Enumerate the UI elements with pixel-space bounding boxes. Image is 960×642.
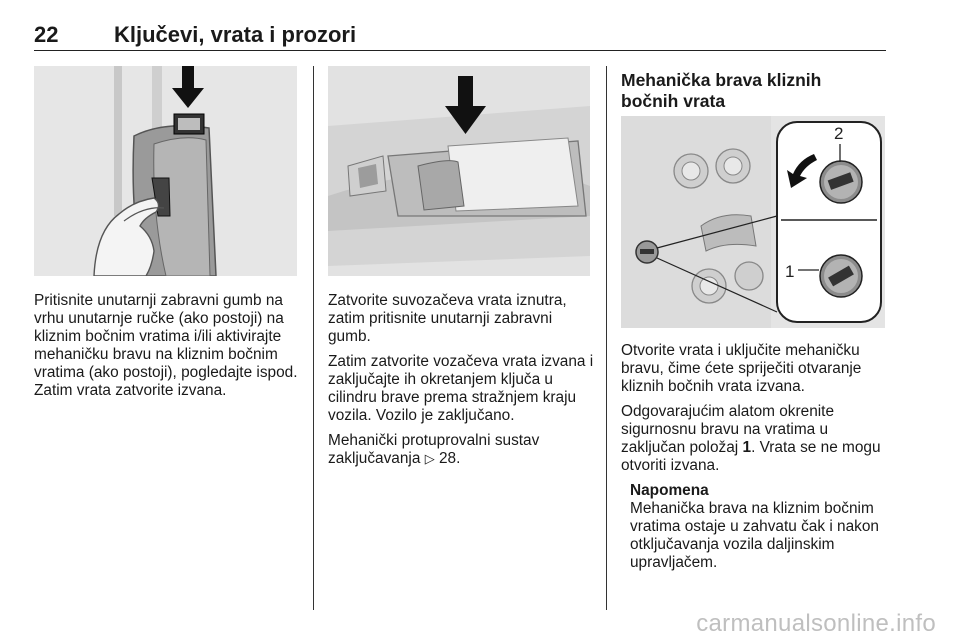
header-rule — [34, 50, 886, 51]
note-text: Mehanička brava na kliznim bočnim vratima ostaje u zahvatu čak i nakon otključavanja vozila daljinskim upravljačem. — [630, 500, 879, 571]
page-reference-number: 28. — [438, 450, 461, 467]
figure-door-lock-button — [34, 66, 297, 276]
chapter-title: Ključevi, vrata i prozori — [114, 22, 357, 47]
note-box — [630, 482, 887, 572]
col3-paragraph-2-after: . Vrata se ne mogu otvoriti izvana. — [621, 439, 881, 474]
page-reference-icon: ▷ — [424, 451, 435, 466]
col3-text — [621, 342, 887, 572]
col2-paragraph-3 — [328, 432, 594, 468]
lock-position-number: 1 — [742, 439, 752, 456]
column-divider-2 — [606, 66, 607, 610]
col2-paragraph-1: Zatvorite suvozačeva vrata iznutra, zatim pritisnite unutarnji zabravni gumb. — [328, 292, 567, 345]
figure-label-2: 2 — [834, 124, 844, 143]
col2-paragraph-2: Zatim zatvorite vozačeva vrata izvana i zaključajte ih okretanjem ključa u cilindru brave prema stražnjem kraju vozila. Vozilo je zaključano. — [328, 353, 594, 424]
col3-paragraph-2-before: Odgovarajućim alatom okrenite sigurnosnu bravu na vratima u zaključan položaj — [621, 403, 835, 456]
watermark: carmanualsonline.info — [696, 610, 936, 637]
col2-text — [328, 292, 594, 475]
col3-paragraph-1: Otvorite vrata i uključite mehaničku bravu, čime ćete spriječiti otvaranje kliznih bočnih vrata izvana. — [621, 342, 862, 395]
note-title: Napomena — [630, 482, 709, 499]
figure-label-1: 1 — [785, 262, 795, 281]
col2-paragraph-3-text: Mehanički protuprovalni sustav zaključavanja — [328, 432, 540, 467]
figure-inner-door-handle — [328, 66, 590, 276]
figure-mechanical-lock — [621, 116, 885, 328]
page-header — [34, 22, 886, 54]
page-number: 22 — [34, 22, 59, 47]
section-heading: Mehanička brava kliznih bočnih vrata — [621, 70, 822, 111]
column-divider-1 — [313, 66, 314, 610]
col3-paragraph-2 — [621, 403, 887, 475]
col1-paragraph: Pritisnite unutarnji zabravni gumb na vrhu unutarnje ručke (ako postoji) na kliznim bočnim vratima i/ili aktivirajte mehaničku bravu na kliznim bočnim vratima (ako postoji), pogledajte ispod. Zatim vrata zatvorite izvana. — [34, 292, 298, 399]
